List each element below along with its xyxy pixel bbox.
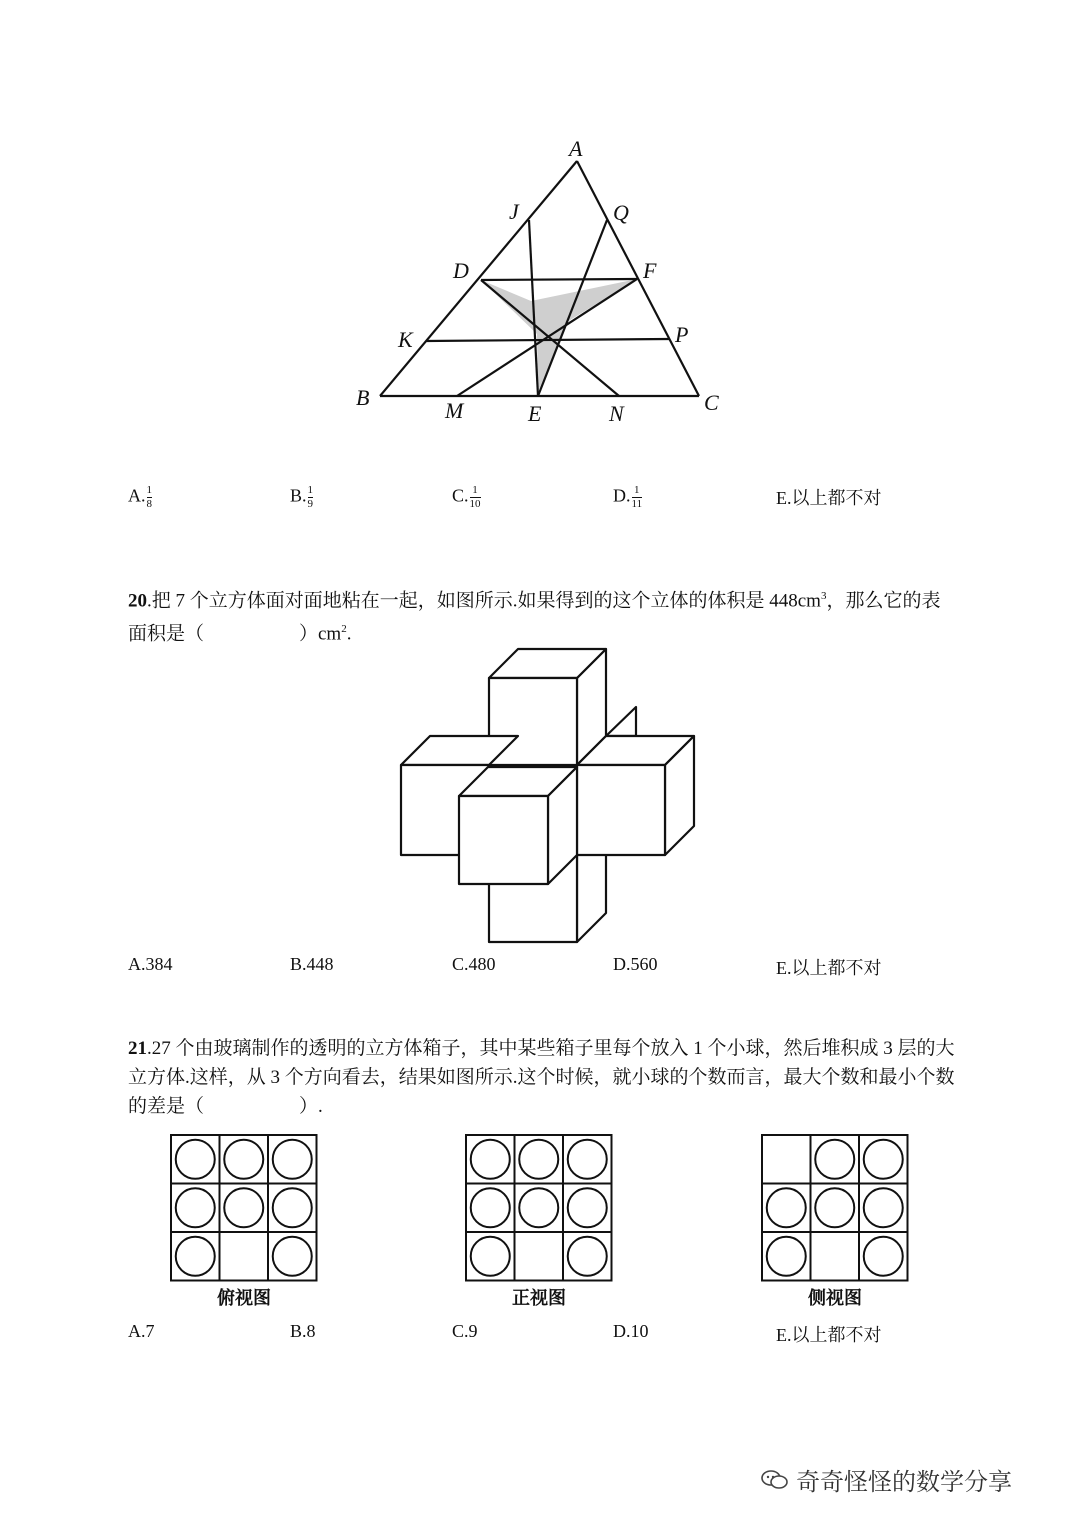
- q20-text-b: ，那么它的表面积是（ ）cm: [128, 590, 941, 645]
- q21-option-d: D.10: [613, 1321, 649, 1341]
- grid-cell: [220, 1232, 269, 1281]
- label-n: N: [609, 401, 624, 426]
- option-letter: C.: [452, 485, 469, 506]
- grid-cell: [466, 1232, 515, 1281]
- label-b: B: [356, 385, 370, 410]
- label-a: A: [569, 136, 583, 161]
- ball-circle: [568, 1140, 607, 1179]
- front-view-caption: 正视图: [512, 1288, 566, 1309]
- ball-circle: [815, 1188, 854, 1227]
- grid-cell: [762, 1184, 811, 1233]
- option-letter: D.: [613, 485, 631, 506]
- ball-circle: [224, 1188, 263, 1227]
- side-view-caption: 侧视图: [808, 1288, 862, 1309]
- ball-circle: [815, 1140, 854, 1179]
- grid-cell: [220, 1135, 269, 1184]
- option-letter: B.: [290, 485, 307, 506]
- ball-circle: [224, 1140, 263, 1179]
- denominator: 8: [146, 498, 152, 510]
- q21-number: 21: [128, 1038, 147, 1059]
- grid-cell: [811, 1184, 860, 1233]
- grid-cell: [515, 1184, 564, 1233]
- q21-option-b: B.8: [290, 1321, 316, 1341]
- label-d: D: [453, 258, 469, 283]
- grid-cell: [859, 1184, 908, 1233]
- superscript: 2: [341, 623, 347, 636]
- q21-option-c: C.9: [452, 1321, 478, 1341]
- label-j: J: [509, 199, 519, 224]
- ball-circle: [471, 1237, 510, 1276]
- grid-cell: [220, 1184, 269, 1233]
- top-view-grid: [171, 1135, 317, 1281]
- label-e: E: [528, 401, 542, 426]
- ball-circle: [864, 1188, 903, 1227]
- ball-circle: [864, 1237, 903, 1276]
- q21-text: .27 个由玻璃制作的透明的立方体箱子，其中某些箱子里每个放入 1 个小球，然后堆积成 3 层的大立方体.这样，从 3 个方向看去，结果如图所示.这个时候，就小球的个数而言，最大个数和最小个数的差是（ ）.: [128, 1038, 955, 1117]
- ball-circle: [864, 1140, 903, 1179]
- grid-cell: [466, 1135, 515, 1184]
- label-k: K: [398, 327, 413, 352]
- q20-option-c: C.480: [452, 954, 496, 974]
- ball-circle: [471, 1140, 510, 1179]
- grid-cell: [811, 1135, 860, 1184]
- q20-option-e: E.以上都不对: [776, 958, 882, 978]
- grid-cell: [171, 1184, 220, 1233]
- grid-cell: [811, 1232, 860, 1281]
- ball-circle: [176, 1237, 215, 1276]
- superscript: 3: [820, 590, 827, 602]
- ball-circle: [767, 1237, 806, 1276]
- grid-cell: [515, 1232, 564, 1281]
- grid-cell: [762, 1232, 811, 1281]
- grid-cell: [466, 1184, 515, 1233]
- label-q: Q: [613, 200, 629, 225]
- q20-text-a: .把 7 个立方体面对面地粘在一起，如图所示.如果得到的这个立体的体积是 448cm: [147, 590, 821, 612]
- ball-circle: [273, 1188, 312, 1227]
- q20-option-b: B.448: [290, 954, 334, 974]
- ball-circle: [568, 1188, 607, 1227]
- ball-circle: [176, 1188, 215, 1227]
- grid-cell: [563, 1232, 612, 1281]
- q21-option-a: A.7: [128, 1321, 155, 1341]
- q20-text-c: .: [346, 623, 352, 645]
- numerator: 1: [146, 484, 152, 496]
- watermark: [760, 1462, 1012, 1497]
- numerator: 1: [307, 484, 314, 496]
- grid-cell: [515, 1135, 564, 1184]
- grid-cell: [268, 1135, 317, 1184]
- label-c: C: [704, 390, 719, 415]
- q20-number: 20: [128, 590, 147, 612]
- q20-option-d: D.560: [613, 954, 658, 974]
- ball-circle: [767, 1188, 806, 1227]
- watermark-text: 奇奇怪怪的数学分享: [796, 1468, 1012, 1496]
- q20-option-a: A.384: [128, 954, 173, 974]
- wechat-icon: [760, 1468, 790, 1492]
- grid-cell: [171, 1232, 220, 1281]
- ball-circle: [519, 1140, 558, 1179]
- grid-cell: [171, 1135, 220, 1184]
- grid-cell: [762, 1135, 811, 1184]
- grid-cell: [563, 1184, 612, 1233]
- ball-circle: [273, 1140, 312, 1179]
- front-view-grid: [466, 1135, 612, 1281]
- ball-circle: [176, 1140, 215, 1179]
- option-letter: E.以上都不对: [776, 488, 882, 508]
- grid-cell: [268, 1232, 317, 1281]
- denominator: 11: [631, 498, 643, 510]
- label-m: M: [445, 398, 464, 423]
- ball-circle: [471, 1188, 510, 1227]
- ball-circle: [519, 1188, 558, 1227]
- denominator: 9: [307, 498, 314, 510]
- option-letter: A.: [128, 485, 146, 506]
- ball-circle: [568, 1237, 607, 1276]
- top-view-caption: 俯视图: [217, 1288, 271, 1309]
- label-f: F: [643, 258, 657, 283]
- label-p: P: [675, 322, 689, 347]
- side-view-grid: [762, 1135, 908, 1281]
- denominator: 10: [469, 498, 481, 510]
- ball-circle: [273, 1237, 312, 1276]
- grid-cell: [563, 1135, 612, 1184]
- grid-cell: [859, 1232, 908, 1281]
- grid-cell: [859, 1135, 908, 1184]
- grid-cell: [268, 1184, 317, 1233]
- numerator: 1: [634, 484, 640, 496]
- q21-option-e: E.以上都不对: [776, 1325, 882, 1345]
- numerator: 1: [472, 484, 478, 496]
